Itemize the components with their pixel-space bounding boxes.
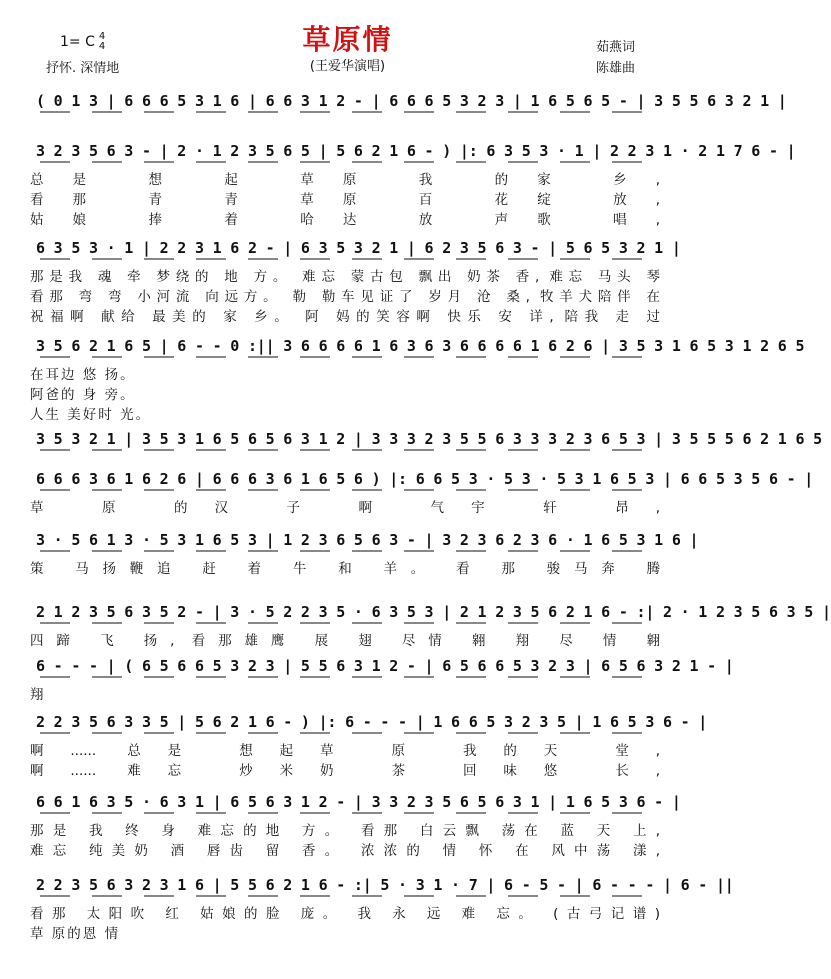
notation-row bbox=[36, 140, 796, 164]
lyric-line: 总是 想 起 草原 我 的家 乡, bbox=[30, 172, 660, 188]
lyricist-credit: 茹燕词 bbox=[596, 40, 636, 55]
lyric-line: 啊...... 总是 想起草 原 我的天 堂, bbox=[30, 743, 660, 759]
key-text: 1= C bbox=[60, 34, 95, 50]
notation-row bbox=[36, 874, 734, 898]
notation-text: 3 5 6 2 1 6 5 | 6 - - 0 :|| 3 6 6 6 6 1 6 3 6 3 6 6 6 6 1 6 2 6 | 3 5 3 1 6 5 3 1 2 6 5 bbox=[36, 337, 805, 355]
notation-text: 6 3 5 3 · 1 | 2 2 3 1 6 2 - | 6 3 5 3 2 1 | 6 2 3 5 6 3 - | 5 6 5 3 2 1 | bbox=[36, 239, 681, 257]
time-top: 4 bbox=[98, 31, 106, 42]
lyric-line: 看那 弯 弯 小河流 向远方。 勒 勒车见证了 岁月 沧 桑, 牧羊犬陪伴 在 bbox=[30, 289, 660, 305]
notation-row bbox=[36, 655, 734, 679]
notation-text: 3 5 3 2 1 | 3 5 3 1 6 5 6 5 6 3 1 2 | 3 3 3 2 3 5 5 6 3 3 3 2 3 6 5 3 | 3 5 5 5 6 2 1 6 5 bbox=[36, 430, 822, 448]
notation-row bbox=[36, 529, 699, 553]
notation-text: 2 2 3 5 6 3 3 5 | 5 6 2 1 6 - ) |: 6 - - - | 1 6 6 5 3 2 3 5 | 1 6 5 3 6 - | bbox=[36, 713, 708, 731]
lyric-line: 那是我 魂 牵 梦绕的 地 方。 难忘 蒙古包 飘出 奶茶 香, 难忘 马头 琴 bbox=[30, 269, 660, 285]
singer-credit: (王爱华演唱) bbox=[309, 59, 386, 74]
song-title: 草原情 bbox=[302, 23, 393, 56]
lyric-line: 那是 我 终 身 难忘的地 方。 看那 白云飘 荡在 蓝 天 上, bbox=[30, 823, 660, 839]
notation-row bbox=[36, 791, 681, 815]
time-bottom: 4 bbox=[98, 41, 106, 52]
lyric-line: 草 原 的汉 子 啊 气宇 轩 昂, bbox=[30, 500, 660, 516]
lyric-line: 四蹄 飞 扬, 看那雄鹰 展 翅 尽情 翱 翔 尽 情 翱 bbox=[30, 633, 660, 649]
composer-credit: 陈雄曲 bbox=[596, 61, 636, 76]
lyric-line: 在耳边 悠 扬。 bbox=[30, 367, 136, 383]
notation-row bbox=[36, 335, 805, 359]
lyric-line: 阿爸的 身 旁。 bbox=[30, 387, 136, 403]
notation-row bbox=[36, 711, 708, 735]
notation-text: 3 · 5 6 1 3 · 5 3 1 6 5 3 | 1 2 3 6 5 6 3 - | 3 2 3 6 2 3 6 · 1 6 5 3 1 6 | bbox=[36, 531, 699, 549]
lyric-line: 难忘 纯美奶 酒 唇齿 留 香。 浓浓的 情 怀 在 风中荡 漾, bbox=[30, 843, 660, 859]
lyric-line: 看那 太阳吹 红 姑娘的脸 庞。 我 永 远 难 忘。 (古弓记谱) bbox=[30, 906, 660, 922]
lyric-line: 看那 青 青 草原 百 花绽 放, bbox=[30, 192, 660, 208]
notation-row bbox=[36, 601, 831, 625]
lyric-line: 祝福啊 献给 最美的 家 乡。 阿 妈的笑容啊 快乐 安 详, 陪我 走 过 bbox=[30, 309, 660, 325]
notation-row bbox=[36, 468, 814, 492]
notation-text: 3 2 3 5 6 3 - | 2 · 1 2 3 5 6 5 | 5 6 2 1 6 - ) |: 6 3 5 3 · 1 | 2 2 3 1 · 2 1 7 6 - | bbox=[36, 142, 796, 160]
notation-row bbox=[36, 90, 787, 114]
lyric-line: 啊...... 难忘 炒米奶 茶 回味悠 长, bbox=[30, 763, 660, 779]
lyric-line: 策 马扬鞭追 赶 着 牛 和 羊。 看 那 骏马奔 腾 bbox=[30, 561, 660, 577]
lyric-line: 人生 美好时 光。 bbox=[30, 407, 152, 423]
notation-text: 2 1 2 3 5 6 3 5 2 - | 3 · 5 2 2 3 5 · 6 3 5 3 | 2 1 2 3 5 6 2 1 6 - :| 2 · 1 2 3 5 6 3 5 | bbox=[36, 603, 831, 621]
notation-text: 2 2 3 5 6 3 2 3 1 6 | 5 5 6 2 1 6 - :| 5 · 3 1 · 7 | 6 - 5 - | 6 - - - | 6 - || bbox=[36, 876, 734, 894]
tempo-marking: 抒怀. 深情地 bbox=[46, 61, 120, 76]
notation-text: 6 6 6 3 6 1 6 2 6 | 6 6 6 3 6 1 6 5 6 ) |: 6 6 5 3 · 5 3 · 5 3 1 6 5 3 | 6 6 5 3 5 6 - | bbox=[36, 470, 814, 488]
notation-row bbox=[36, 428, 822, 452]
lyric-line: 姑娘 捧 着 哈达 放 声歌 唱, bbox=[30, 212, 660, 228]
lyric-line: 草 原的恩 情 bbox=[30, 926, 121, 942]
notation-text: 6 - - - | ( 6 5 6 6 5 3 2 3 | 5 5 6 3 1 2 - | 6 5 6 6 5 3 2 3 | 6 5 6 3 2 1 - | bbox=[36, 657, 734, 675]
notation-row bbox=[36, 237, 681, 261]
notation-text: ( 0 1 3 | 6 6 6 5 3 1 6 | 6 6 3 1 2 - | 6 6 6 5 3 2 3 | 1 6 5 6 5 - | 3 5 5 6 3 2 1 | bbox=[36, 92, 787, 110]
lyric-line: 翔 bbox=[30, 687, 46, 703]
notation-text: 6 6 1 6 3 5 · 6 3 1 | 6 5 6 3 1 2 - | 3 3 2 3 5 6 5 6 3 1 | 1 6 5 3 6 - | bbox=[36, 793, 681, 811]
